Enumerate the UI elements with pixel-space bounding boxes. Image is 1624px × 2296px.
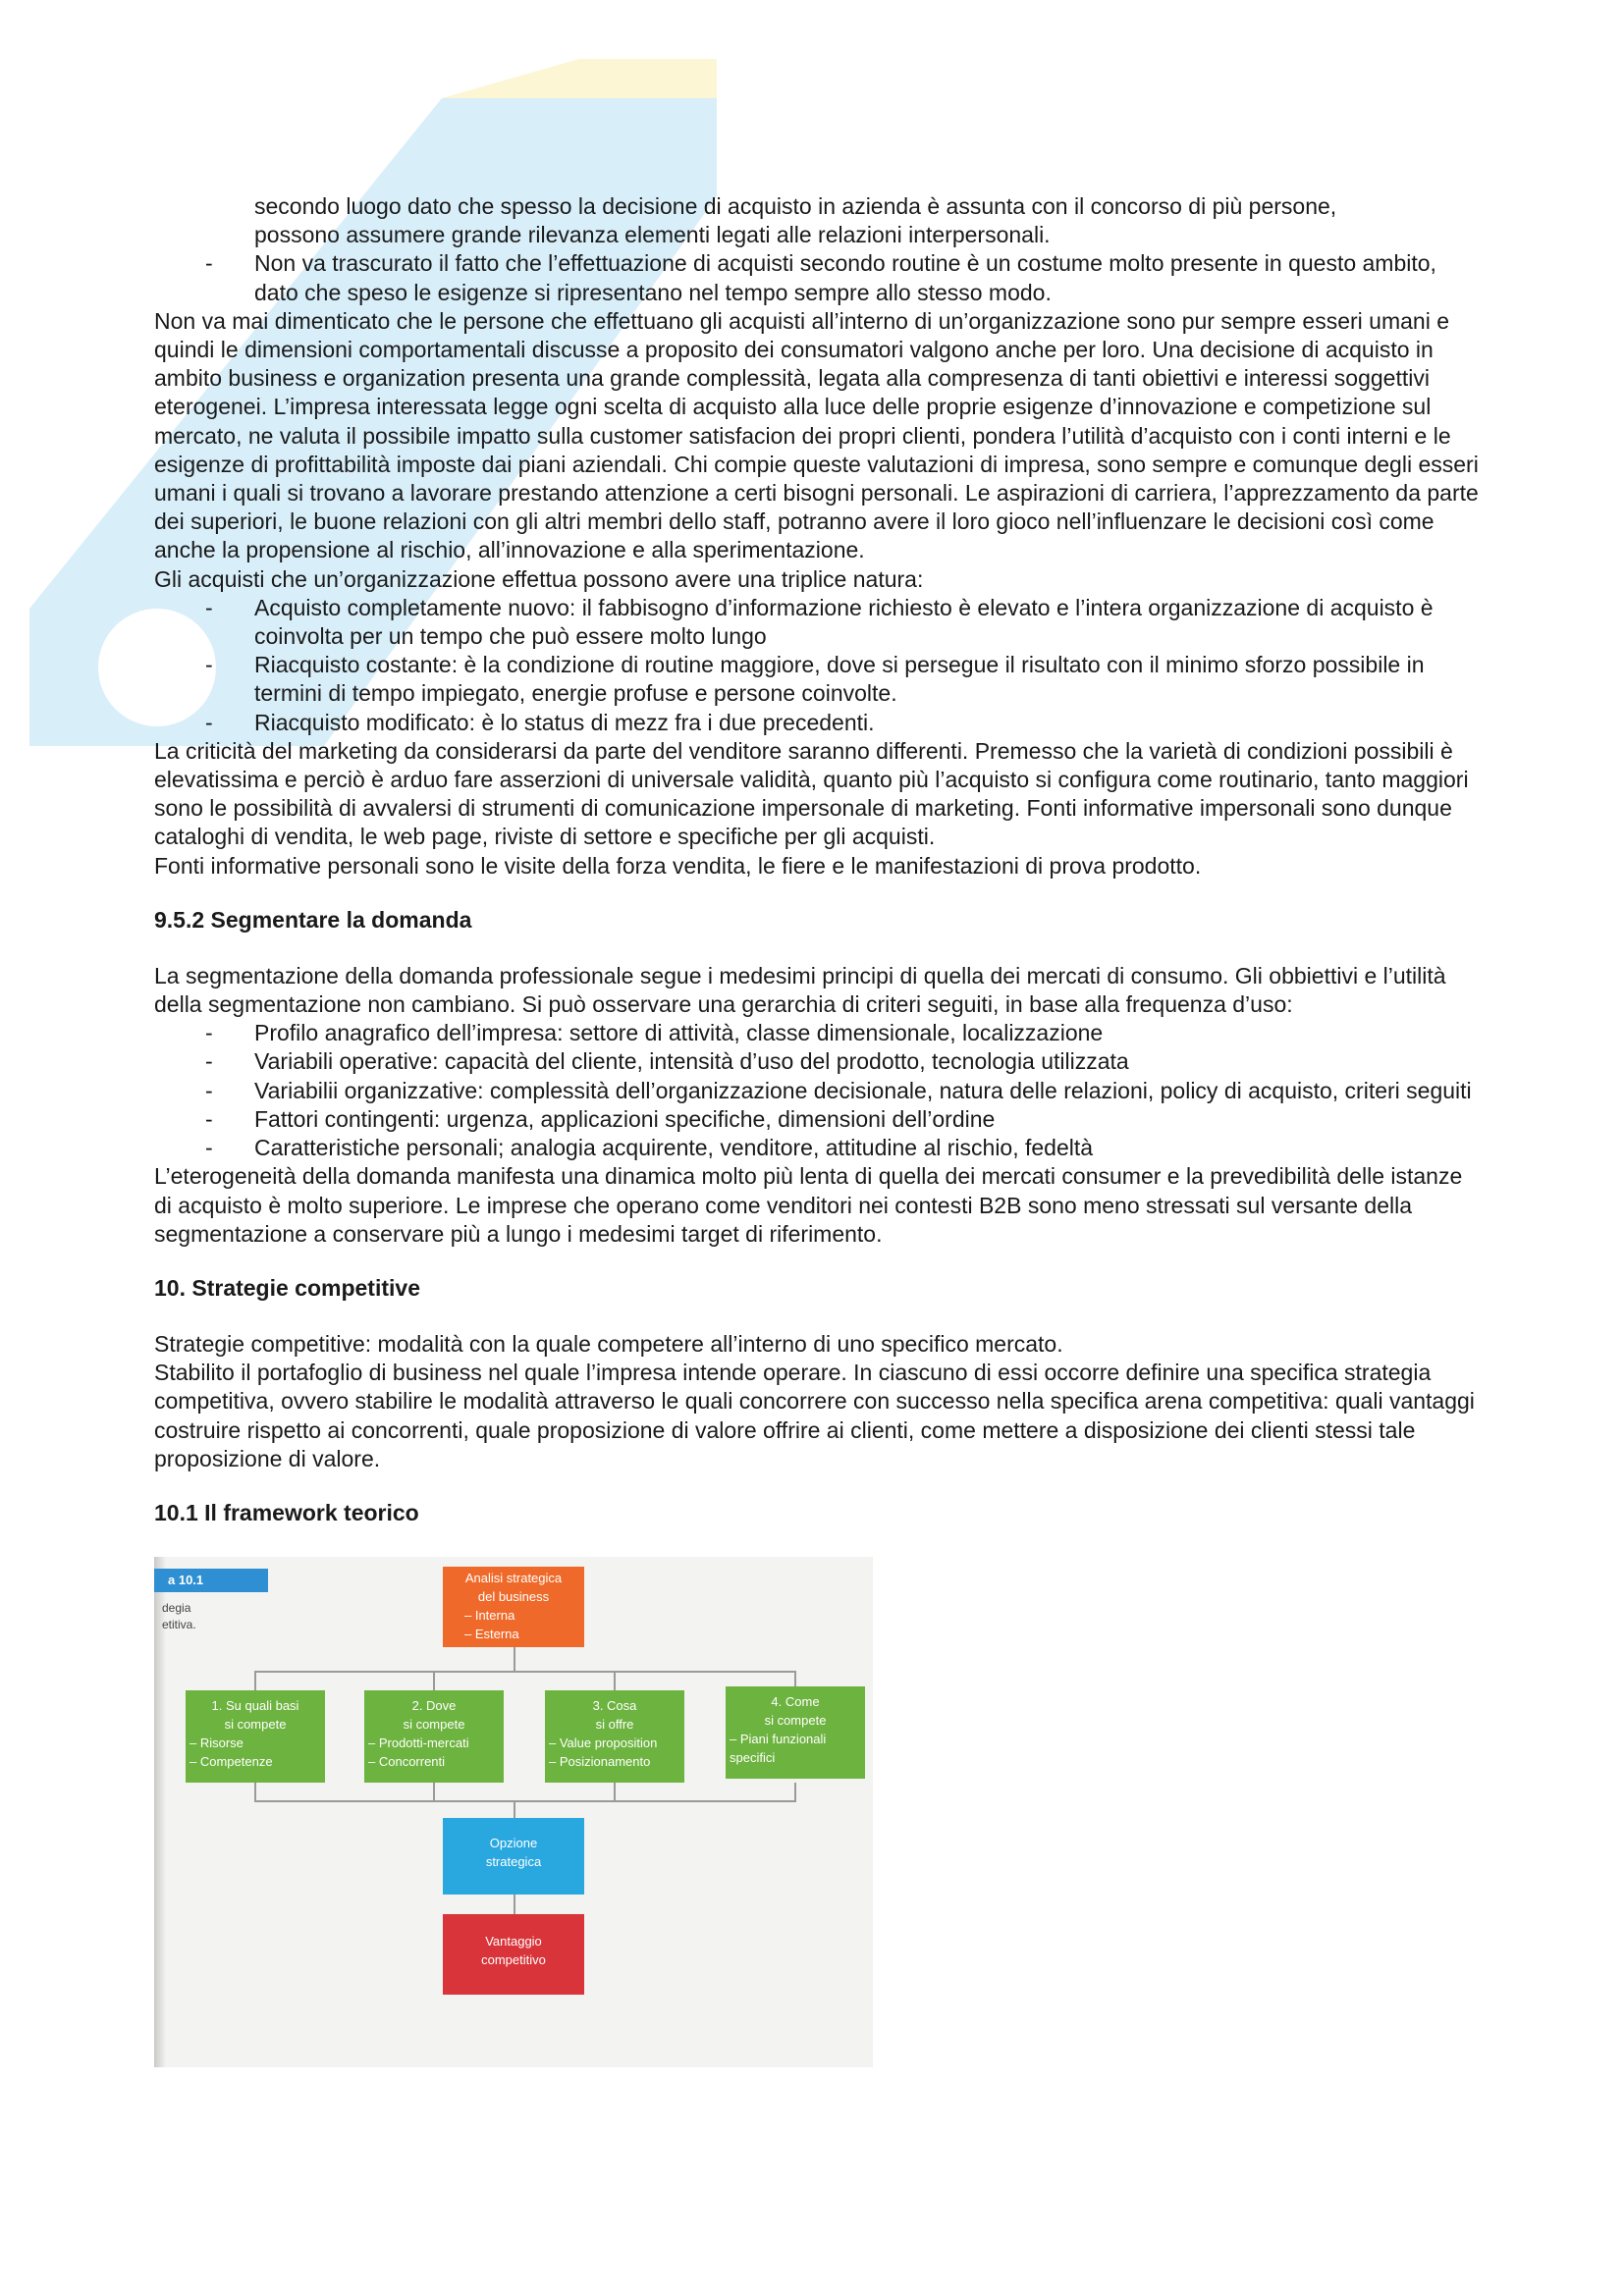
box-title: 1. Su quali basi — [211, 1697, 299, 1713]
connector-line — [433, 1783, 435, 1802]
strategic-analysis-box — [443, 1567, 584, 1647]
connector-line — [514, 1645, 515, 1673]
criteria-list — [154, 1019, 1485, 1162]
routine-list — [154, 249, 1485, 306]
purchase-types-list — [154, 594, 1485, 737]
heading-9-5-2: 9.5.2 Segmentare la domanda — [154, 906, 472, 933]
connector-line — [254, 1671, 795, 1673]
list-item-criterion: - Fattori contingenti: urgenza, applicazioni specifiche, dimensioni dell’ordine — [154, 1105, 1485, 1134]
box-title: Analisi strategica — [464, 1570, 563, 1585]
connector-line — [614, 1783, 616, 1802]
box-item: – Concorrenti — [368, 1753, 446, 1769]
connector-line — [254, 1800, 795, 1802]
offer-what-box — [545, 1690, 684, 1783]
list-item-purchase-constant: - Riacquisto costante: è la condizione di routine maggiore, dove si persegue il risultato con il minimo sforzo possibile in termini di tempo impiegato, energie profuse e persone coinvolte. — [154, 651, 1485, 708]
list-item-criterion: - Profilo anagrafico dell’impresa: settore di attività, classe dimensionale, localizzazione — [154, 1019, 1485, 1047]
paragraph-people: Non va mai dimenticato che le persone che effettuano gli acquisti all’interno di un’organizzazione sono pur sempre esseri umani e quindi le dimensioni comportamentali discusse a proposito dei consumatori valgono anche per loro. Una decisione di acquisto in ambito business e organization presenta una grande complessità, legata alla compresenza di tanti obiettivi e interessi soggettivi eterogenei. L’impresa interessata legge ogni scelta di acquisto alla luce delle proprie esigenze d’innovazione e competizione sul mercato, ne valuta il possibile impatto sulla customer satisfacion dei propri clienti, pondera l’utilità d’acquisto con i conti interni e le esigenze di profittabilità imposte dai piani aziendali. Chi compie queste valutazioni di impresa, sono sempre e comunque degli esseri umani i quali si trovano a lavorare prestando attenzione a certi bisogni personali. Le aspirazioni di carriera, l’apprezzamento da parte dei superiori, le buone relazioni con gli altri membri dello staff, potranno avere il loro gioco nell’influenzare le decisioni così come anche la propensione al rischio, all’innovazione e alla sperimentazione. — [154, 307, 1479, 563]
box-item: – Value proposition — [549, 1735, 658, 1750]
figure-caption — [162, 1600, 196, 1633]
connector-line — [433, 1671, 435, 1690]
paragraph-fonti: Fonti informative personali sono le visite della forza vendita, le fiere e le manifestazioni di prova prodotto. — [154, 852, 1202, 879]
connector-line — [254, 1671, 256, 1690]
intro-line-2: possono assumere grande rilevanza elementi legati alle relazioni interpersonali. — [254, 222, 1051, 248]
box-title: 4. Come — [771, 1693, 820, 1709]
box-title: si offre — [595, 1716, 634, 1732]
figure-caption-line: degia — [162, 1600, 191, 1615]
connector-line — [614, 1671, 616, 1690]
intro-line-1: secondo luogo dato che spesso la decisione di acquisto in azienda è assunta con il concorso di più persone, — [254, 193, 1337, 219]
box-title: si compete — [403, 1716, 465, 1732]
box-title: 2. Dove — [411, 1697, 457, 1713]
heading-10-1: 10.1 Il framework teorico — [154, 1499, 419, 1525]
compete-where-box — [364, 1690, 504, 1783]
paragraph-criticita: La criticità del marketing da considerarsi da parte del venditore saranno differenti. Premesso che la varietà di condizioni possibili è elevatissima e perciò è arduo fare asserzioni di universale validità, quanto più l’acquisto si configura come routinario, tanto maggiori sono le possibilità di avvalersi di strumenti di comunicazione impersonale di marketing. Fonti informative impersonali sono dunque cataloghi di vendita, le web page, riviste di settore e specifiche per gli acquisti. — [154, 737, 1469, 850]
connector-line — [794, 1783, 796, 1802]
box-title: si compete — [224, 1716, 287, 1732]
compete-how-box — [726, 1686, 865, 1779]
document-page — [154, 192, 1485, 2067]
list-item-criterion: - Variabilii organizzative: complessità dell’organizzazione decisionale, natura delle relazioni, policy di acquisto, criteri seguiti — [154, 1077, 1485, 1105]
figure-caption-line: etitiva. — [162, 1617, 196, 1631]
box-title: si compete — [764, 1712, 827, 1728]
list-item-criterion: - Variabili operative: capacità del cliente, intensità d’uso del prodotto, tecnologia utilizzata — [154, 1047, 1485, 1076]
heading-10: 10. Strategie competitive — [154, 1274, 420, 1301]
compete-basis-box — [186, 1690, 325, 1783]
paragraph-strategie: Stabilito il portafoglio di business nel quale l’impresa intende operare. In ciascuno di essi occorre definire una specifica strategia competitiva, ovvero stabilire le modalità attraverso le quali concorrere con successo nella specifica arena competitiva: quali vantaggi costruire rispetto ai concorrenti, quale proposizione di valore offrire ai clienti, come mettere a disposizione dei clienti stessi tale proposizione di valore. — [154, 1360, 1475, 1471]
box-item: – Interna — [464, 1607, 515, 1623]
list-item-purchase-modified: - Riacquisto modificato: è lo status di mezz fra i due precedenti. — [154, 709, 1485, 737]
figure-page-shadow — [154, 1557, 166, 2067]
paragraph-triple: Gli acquisti che un’organizzazione effettua possono avere una triplice natura: — [154, 565, 924, 592]
box-title: 3. Cosa — [592, 1697, 637, 1713]
box-title: strategica — [485, 1853, 542, 1869]
box-item: – Esterna — [464, 1626, 519, 1641]
box-item: – Posizionamento — [549, 1753, 651, 1769]
connector-line — [514, 1800, 515, 1818]
paragraph-segmentazione: La segmentazione della domanda professionale segue i medesimi principi di quella dei mercati di consumo. Gli obbiettivi e l’utilità della segmentazione non cambiano. Si può osservare una gerarchia di criteri seguiti, in base alla frequenza d’uso: — [154, 962, 1446, 1018]
strategic-option-box — [443, 1818, 584, 1895]
figure-tab-label: a 10.1 — [154, 1569, 268, 1592]
box-title: del business — [477, 1588, 550, 1604]
paragraph-eterogeneita: L’eterogeneità della domanda manifesta una dinamica molto più lenta di quella dei mercati consumer e la prevedibilità delle istanze di acquisto è molto superiore. Le imprese che operano come venditori nei contesti B2B sono meno stressati sul versante della segmentazione a conservare più a lungo i medesimi target di riferimento. — [154, 1163, 1463, 1247]
connector-line — [254, 1783, 256, 1802]
box-item: – Prodotti-mercati — [368, 1735, 469, 1750]
box-item: specifici — [730, 1749, 776, 1765]
competitive-advantage-box — [443, 1914, 584, 1995]
box-item: – Piani funzionali — [730, 1731, 827, 1746]
framework-figure — [154, 1557, 873, 2067]
box-item: – Competenze — [189, 1753, 273, 1769]
list-item-purchase-new: - Acquisto completamente nuovo: il fabbisogno d’informazione richiesto è elevato e l’intera organizzazione di acquisto è coinvolta per un tempo che può essere molto lungo — [154, 594, 1485, 651]
box-title: Opzione — [489, 1835, 538, 1850]
connector-line — [514, 1893, 515, 1914]
box-item: – Risorse — [189, 1735, 244, 1750]
list-item-criterion: - Caratteristiche personali; analogia acquirente, venditore, attitudine al rischio, fedeltà — [154, 1134, 1485, 1162]
box-title: Vantaggio — [485, 1933, 542, 1949]
list-item-routine: - Non va trascurato il fatto che l’effettuazione di acquisti secondo routine è un costume molto presente in questo ambito, dato che speso le esigenze si ripresentano nel tempo sempre allo stesso modo. — [154, 249, 1485, 306]
paragraph-strategie-definition: Strategie competitive: modalità con la quale competere all’interno di uno specifico mercato. — [154, 1330, 1063, 1357]
box-title: competitivo — [481, 1951, 546, 1967]
